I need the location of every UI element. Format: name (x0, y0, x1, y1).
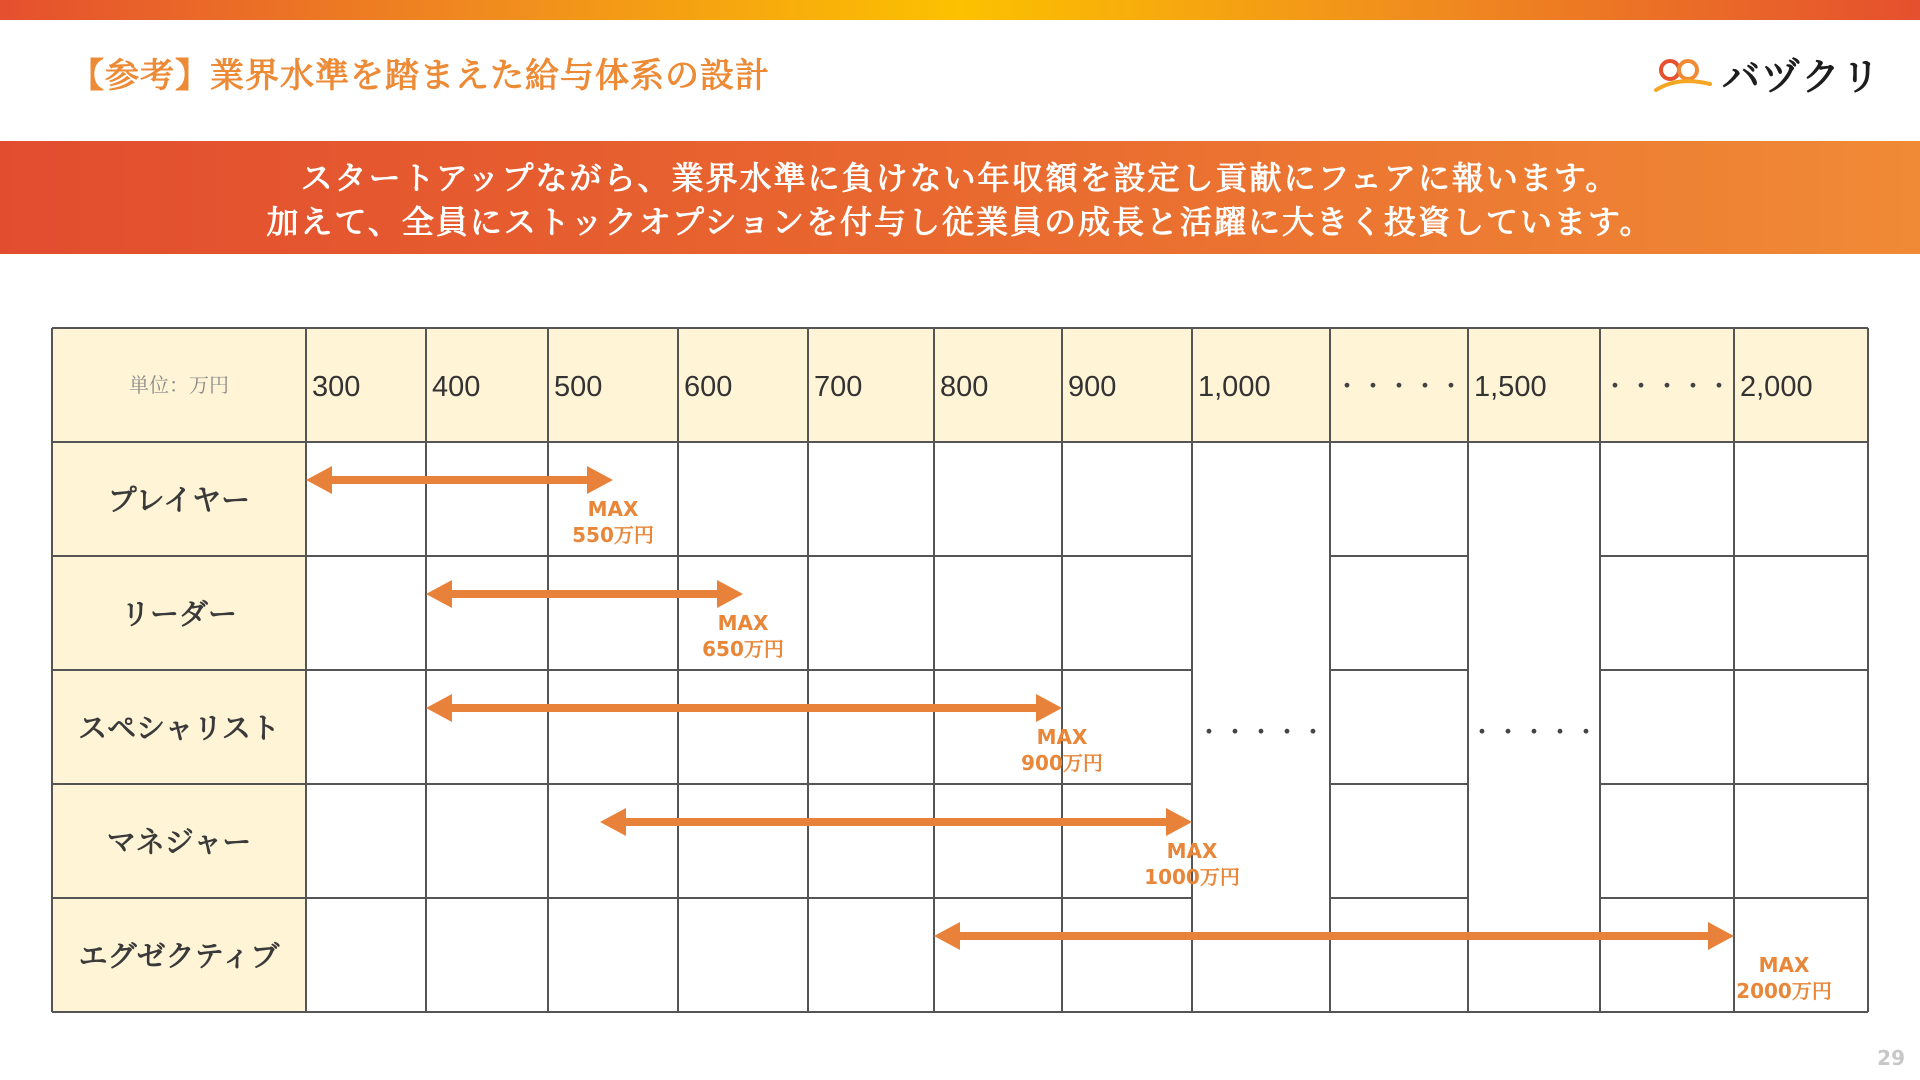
max-label: MAX (1166, 839, 1218, 863)
range-arrow-head-right (1036, 694, 1062, 722)
range-arrow-head-right (587, 466, 613, 494)
range-arrow-head-right (1708, 922, 1734, 950)
column-header-label: 400 (432, 371, 481, 403)
column-header-label: 600 (684, 371, 733, 403)
role-label: スペシャリスト (78, 711, 280, 745)
max-label: MAX (1036, 725, 1088, 749)
column-header-label: 2,000 (1740, 371, 1813, 403)
unit-label: 単位：万円 (129, 373, 229, 397)
column-header-ellipsis: ・・・・・ (1333, 371, 1465, 401)
range-arrow-head-left (306, 466, 332, 494)
logo-text: バヅクリ (1722, 55, 1882, 99)
role-label: プレイヤー (107, 483, 251, 517)
range-arrow-head-left (934, 922, 960, 950)
max-label: MAX (1758, 953, 1810, 977)
page-number: 29 (1877, 1046, 1905, 1070)
column-header-label: 900 (1068, 371, 1117, 403)
range-arrow-head-right (1166, 808, 1192, 836)
body-ellipsis: ・・・・・ (1195, 717, 1327, 747)
role-label: エグゼクティブ (78, 939, 280, 973)
column-header-label: 500 (554, 371, 603, 403)
max-value-label: 1000万円 (1144, 865, 1240, 889)
range-arrow-head-right (717, 580, 743, 608)
page-title: 【参考】業界水準を踏まえた給与体系の設計 (70, 56, 770, 96)
column-header-label: 800 (940, 371, 989, 403)
max-value-label: 650万円 (702, 637, 784, 661)
max-label: MAX (587, 497, 639, 521)
column-header-ellipsis: ・・・・・ (1601, 371, 1733, 401)
max-value-label: 550万円 (572, 523, 654, 547)
role-label: リーダー (120, 597, 238, 631)
range-arrow-head-left (426, 694, 452, 722)
range-arrow-head-left (426, 580, 452, 608)
column-header-label: 1,000 (1198, 371, 1271, 403)
range-arrow-head-left (600, 808, 626, 836)
max-value-label: 900万円 (1021, 751, 1103, 775)
banner-line-2: 加えて、全員にストックオプションを付与し従業員の成長と活躍に大きく投資しています。 (266, 203, 1654, 241)
banner-line-1: スタートアップながら、業界水準に負けない年収額を設定し貢献にフェアに報います。 (300, 159, 1620, 197)
body-ellipsis: ・・・・・ (1468, 717, 1600, 747)
column-header-label: 1,500 (1474, 371, 1547, 403)
max-label: MAX (717, 611, 769, 635)
role-label: マネジャー (106, 825, 252, 859)
column-header-label: 700 (814, 371, 863, 403)
column-header-label: 300 (312, 371, 361, 403)
max-value-label: 2000万円 (1736, 979, 1832, 1003)
